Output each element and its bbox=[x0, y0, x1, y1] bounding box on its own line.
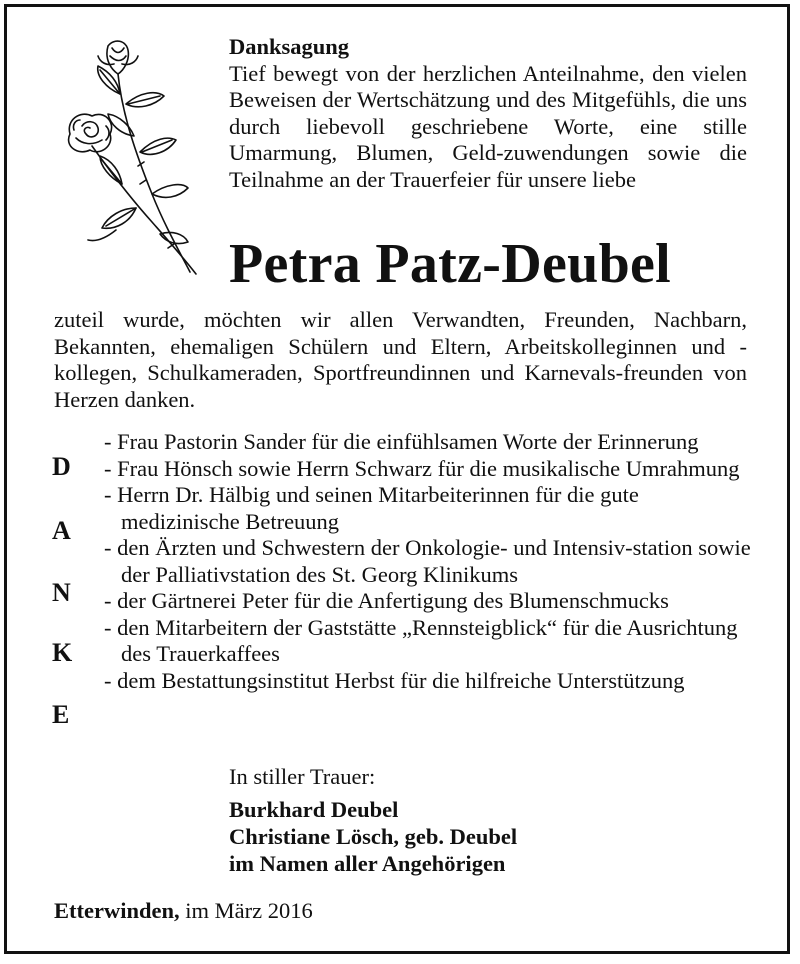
notice-heading: Danksagung bbox=[229, 34, 350, 59]
rose-icon bbox=[56, 34, 206, 279]
thanks-list bbox=[104, 429, 754, 694]
list-item: - den Mitarbeitern der Gaststätte „Rennsteigblick“ für die Ausrichtung des Trauerkaffees bbox=[104, 614, 738, 666]
danke-letter: N bbox=[52, 578, 71, 607]
place-date-line bbox=[54, 898, 313, 925]
notice-date: im März 2016 bbox=[185, 898, 313, 923]
list-item: - Frau Pastorin Sander für die einfühlsamen Worte der Erinnerung bbox=[104, 429, 699, 454]
list-item: - Herrn Dr. Hälbig und seinen Mitarbeiterinnen für die gute medizinische Betreuung bbox=[104, 482, 639, 534]
list-item: - dem Bestattungsinstitut Herbst für die hilfreiche Unterstützung bbox=[104, 667, 685, 693]
thanks-paragraph: zuteil wurde, möchten wir allen Verwandten, Freunden, Nachbarn, Bekannten, ehemaligen Schülern und Eltern, Arbeitskolleginnen und -kollegen, Schulkameraden, Sportfreundinnen und Karnevals-freunden von Herzen danken. bbox=[54, 307, 747, 412]
intro-block bbox=[229, 34, 747, 193]
list-item: - der Gärtnerei Peter für die Anfertigung des Blumenschmucks bbox=[104, 588, 669, 613]
list-item: - den Ärzten und Schwestern der Onkologie- und Intensiv-station sowie der Palliativstation des St. Georg Klinikums bbox=[104, 535, 751, 587]
signer-name: im Namen aller Angehörigen bbox=[229, 851, 506, 876]
place-name: Etterwinden, bbox=[54, 898, 180, 923]
signoff-text: In stiller Trauer: bbox=[229, 764, 376, 789]
danke-letter: D bbox=[52, 452, 71, 481]
danke-letter: A bbox=[52, 516, 71, 545]
list-item: - Frau Hönsch sowie Herrn Schwarz für die musikalische Umrahmung bbox=[104, 455, 740, 481]
danke-letter: E bbox=[52, 700, 70, 729]
intro-text: Tief bewegt von der herzlichen Anteilnahme, den vielen Beweisen der Wertschätzung und des Mitgefühls, die uns durch liebevoll geschriebene Worte, eine stille Umarmung, Blumen, Geld-zuwendungen sowie die Teilnahme an der Trauerfeier für unsere liebe bbox=[229, 60, 747, 192]
deceased-name: Petra Patz-Deubel bbox=[229, 233, 672, 295]
signer-name: Burkhard Deubel bbox=[229, 797, 399, 822]
danke-letter: K bbox=[52, 638, 73, 667]
signer-name: Christiane Lösch, geb. Deubel bbox=[229, 824, 518, 849]
signers-block bbox=[229, 796, 517, 877]
